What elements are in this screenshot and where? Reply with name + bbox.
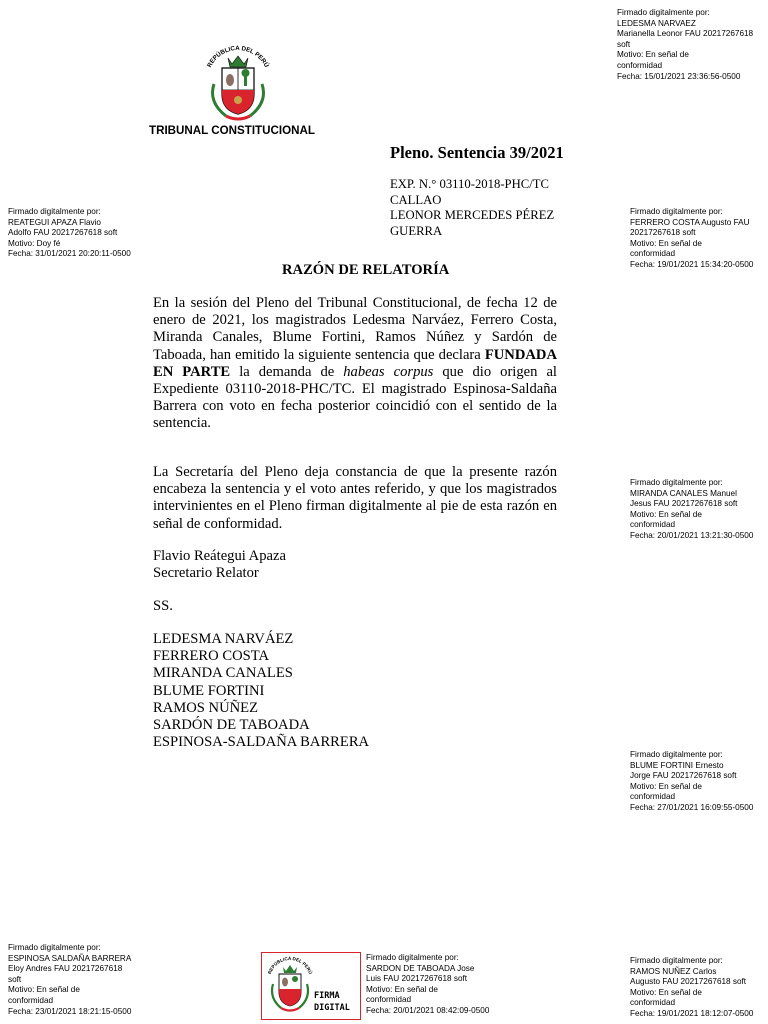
- section-title: RAZÓN DE RELATORÍA: [282, 262, 450, 278]
- signer-role: Secretario Relator: [153, 565, 259, 582]
- signature-stamp-sardon: [366, 953, 489, 1017]
- stamp-line: conformidad: [630, 249, 676, 259]
- digital-label: DIGITAL: [314, 1003, 350, 1013]
- stamp-line: Jorge FAU 20217267618 soft: [630, 771, 737, 781]
- peru-shield-icon: [264, 954, 316, 1018]
- magistrate-name: SARDÓN DE TABOADA: [153, 717, 310, 734]
- stamp-line: Fecha: 27/01/2021 16:09:55-0500: [630, 802, 754, 812]
- signature-stamp-reategui: [8, 207, 131, 260]
- stamp-line: RAMOS NUÑEZ Carlos: [630, 966, 717, 976]
- stamp-line: Fecha: 23/01/2021 18:21:15-0500: [8, 1006, 132, 1016]
- stamp-line: Firmado digitalmente por:: [630, 478, 723, 487]
- paragraph-decision: [153, 295, 557, 433]
- stamp-line: Motivo: Doy fé: [8, 238, 61, 248]
- stamp-line: Jesus FAU 20217267618 soft: [630, 499, 738, 509]
- stamp-line: Motivo: En señal de: [366, 984, 438, 994]
- svg-text:REPÚBLICA DEL PERÚ: REPÚBLICA DEL PERÚ: [206, 44, 270, 69]
- stamp-line: soft: [8, 974, 22, 984]
- svg-text:REPÚBLICA DEL PERÚ: REPÚBLICA DEL PERÚ: [266, 955, 314, 975]
- stamp-line: Firmado digitalmente por:: [617, 8, 710, 17]
- paragraph-text: la demanda de: [230, 363, 344, 380]
- stamp-line: BLUME FORTINI Ernesto: [630, 760, 724, 770]
- signature-stamp-ramos: [630, 956, 753, 1020]
- stamp-line: conformidad: [366, 995, 412, 1005]
- stamp-line: Firmado digitalmente por:: [8, 943, 101, 952]
- exp-party: LEONOR MERCEDES PÉREZ: [390, 208, 555, 223]
- stamp-line: Firmado digitalmente por:: [630, 750, 723, 759]
- magistrate-name: RAMOS NÚÑEZ: [153, 699, 258, 716]
- stamp-line: Eloy Andres FAU 20217267618: [8, 964, 123, 974]
- signature-stamp-miranda: [630, 478, 753, 542]
- ss-label: SS.: [153, 598, 173, 614]
- stamp-line: Motivo: En señal de: [630, 238, 702, 248]
- stamp-line: Motivo: En señal de: [630, 987, 702, 997]
- stamp-line: Fecha: 20/01/2021 13:21:30-0500: [630, 530, 754, 540]
- stamp-line: Luis FAU 20217267618 soft: [366, 974, 468, 984]
- signature-stamp-espinosa: [8, 943, 131, 1017]
- stamp-line: Fecha: 19/01/2021 18:12:07-0500: [630, 1008, 754, 1018]
- stamp-line: Marianella Leonor FAU 20217267618: [617, 29, 754, 39]
- stamp-line: ESPINOSA SALDAÑA BARRERA: [8, 953, 132, 963]
- paragraph-text: que dio origen al Expediente 03110-2018-PHC/TC. El magistrado Espinosa-Saldaña Barrera con voto en fecha posterior coincidió con el sentido de la sentencia.: [153, 363, 557, 432]
- case-reference: [390, 177, 554, 239]
- stamp-line: LEDESMA NARVAEZ: [617, 18, 696, 28]
- signer-block: [153, 548, 286, 582]
- stamp-line: FERRERO COSTA Augusto FAU: [630, 217, 750, 227]
- stamp-line: Fecha: 15/01/2021 23:36:56-0500: [617, 71, 741, 81]
- sentence-title: Pleno. Sentencia 39/2021: [390, 143, 564, 162]
- stamp-line: Adolfo FAU 20217267618 soft: [8, 228, 118, 238]
- stamp-line: soft: [617, 39, 631, 49]
- firma-digital-seal: [261, 952, 361, 1020]
- magistrates-list: [153, 631, 369, 751]
- exp-number: EXP. N.° 03110-2018-PHC/TC: [390, 177, 549, 191]
- stamp-line: conformidad: [617, 60, 663, 70]
- stamp-line: conformidad: [630, 520, 676, 530]
- stamp-line: MIRANDA CANALES Manuel: [630, 488, 737, 498]
- signer-name: Flavio Reátegui Apaza: [153, 548, 286, 564]
- magistrate-name: BLUME FORTINI: [153, 682, 265, 699]
- stamp-line: Firmado digitalmente por:: [8, 207, 101, 216]
- stamp-line: conformidad: [630, 998, 676, 1008]
- stamp-line: Motivo: En señal de: [630, 781, 702, 791]
- stamp-line: Motivo: En señal de: [617, 50, 689, 60]
- signature-stamp-ledesma: [617, 8, 753, 82]
- magistrate-name: LEDESMA NARVÁEZ: [153, 631, 294, 647]
- stamp-line: Augusto FAU 20217267618 soft: [630, 977, 747, 987]
- stamp-line: SARDON DE TABOADA Jose: [366, 963, 475, 973]
- stamp-line: Fecha: 20/01/2021 08:42:09-0500: [366, 1005, 490, 1015]
- magistrate-name: FERRERO COSTA: [153, 648, 270, 665]
- stamp-line: Fecha: 31/01/2021 20:20:11-0500: [8, 249, 131, 259]
- exp-location: CALLAO: [390, 192, 442, 207]
- stamp-line: Motivo: En señal de: [630, 509, 702, 519]
- stamp-line: conformidad: [8, 995, 54, 1005]
- signature-stamp-blume: [630, 750, 753, 814]
- stamp-line: Firmado digitalmente por:: [630, 956, 723, 965]
- verdict-bold: FUNDADA EN PARTE: [153, 346, 557, 380]
- paragraph-text: En la sesión del Pleno del Tribunal Constitucional, de fecha 12 de enero de 2021, los magistrados Ledesma Narváez, Ferrero Costa, Miranda Canales, Blume Fortini, Ramos Núñez y Sardón de Taboada, han emitido la siguiente sentencia que declara: [153, 295, 557, 363]
- signature-stamp-ferrero: [630, 207, 753, 271]
- coat-of-arms-emblem: [200, 40, 276, 122]
- stamp-line: 20217267618 soft: [630, 228, 696, 238]
- stamp-line: Firmado digitalmente por:: [630, 207, 723, 216]
- stamp-line: conformidad: [630, 792, 676, 802]
- stamp-line: Fecha: 19/01/2021 15:34:20-0500: [630, 259, 754, 269]
- firma-label: FIRMA: [314, 991, 340, 1001]
- paragraph-certification: La Secretaría del Pleno deja constancia de que la presente razón encabeza la sentencia y el voto antes referido, y que los magistrados intervinientes en el Pleno firman digitalmente al pie de esta razón en señal de conformidad.: [153, 464, 557, 532]
- stamp-line: Motivo: En señal de: [8, 985, 80, 995]
- institution-name: TRIBUNAL CONSTITUCIONAL: [149, 124, 315, 137]
- stamp-line: Firmado digitalmente por:: [366, 953, 459, 962]
- habeas-corpus-italic: habeas corpus: [343, 363, 434, 380]
- peru-shield-icon: [200, 40, 276, 122]
- exp-party-cont: GUERRA: [390, 223, 443, 238]
- stamp-line: REATEGUI APAZA Flavio: [8, 217, 101, 227]
- magistrate-name: ESPINOSA-SALDAÑA BARRERA: [153, 734, 370, 751]
- magistrate-name: MIRANDA CANALES: [153, 665, 293, 682]
